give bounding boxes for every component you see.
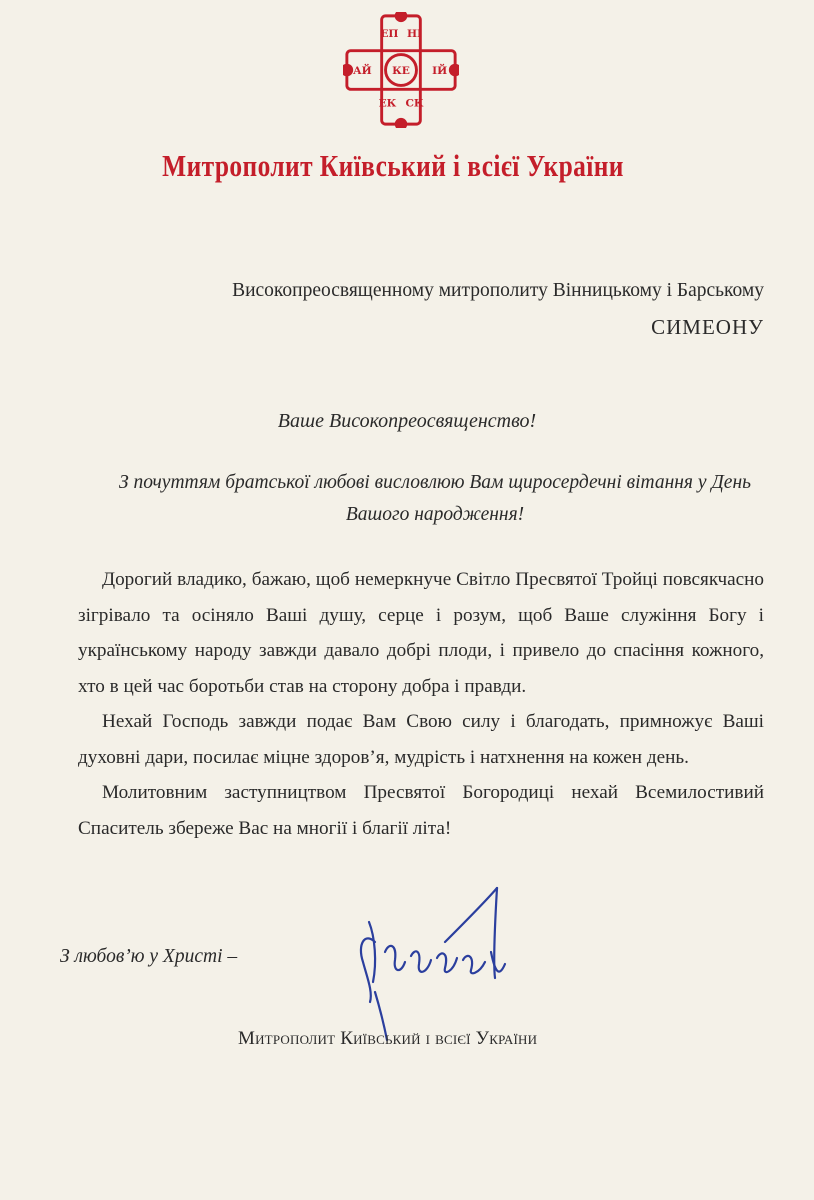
svg-text:ЕК: ЕК <box>378 96 397 110</box>
letterhead-title: Митрополит Київський і всієї України <box>162 148 624 183</box>
letter-body <box>78 562 764 846</box>
svg-text:АЙ: АЙ <box>352 63 372 77</box>
addressee <box>124 274 764 344</box>
svg-text:НІ: НІ <box>407 27 423 41</box>
body-paragraph: Молитовним заступництвом Пресвятої Богородиці нехай Всемилостивий Спаситель збереже Вас на многії і благії літа! <box>78 782 764 839</box>
addressee-line: Високопреосвященному митрополиту Вінницькому і Барському <box>232 280 764 301</box>
svg-text:КЕ: КЕ <box>392 63 410 77</box>
body-paragraph: Нехай Господь завжди подає Вам Свою силу і благодать, примножує Ваші духовні дари, посилає міцне здоров’я, мудрість і натхнення на кожен день. <box>78 711 764 768</box>
signature-title: Митрополит Київський і всієї України <box>238 1028 538 1049</box>
closing-phrase: З любов’ю у Христі – <box>60 946 238 967</box>
metropolitan-emblem-icon <box>343 12 459 128</box>
salutation: Ваше Високопреосвященство! <box>277 410 537 432</box>
handwritten-signature <box>345 882 535 1042</box>
svg-text:ЕП: ЕП <box>380 27 399 41</box>
svg-text:ІЙ: ІЙ <box>432 63 448 77</box>
body-paragraph: Дорогий владико, бажаю, щоб немеркнуче Світло Пресвятої Тройці повсякчасно зігрівало та осіняло Ваші душу, серце і розум, щоб Ваше служіння Богу і українському народу завжди давало добрі плоди, і привело до спасіння кожного, хто в цей час боротьби став на сторону добра і правди. <box>78 569 764 697</box>
birthday-greeting: З почуттям братської любові висловлюю Вам щиросердечні вітання у День Вашого народження! <box>118 472 751 525</box>
svg-text:СК: СК <box>405 96 424 110</box>
addressee-name: СИМЕОНУ <box>651 315 764 339</box>
